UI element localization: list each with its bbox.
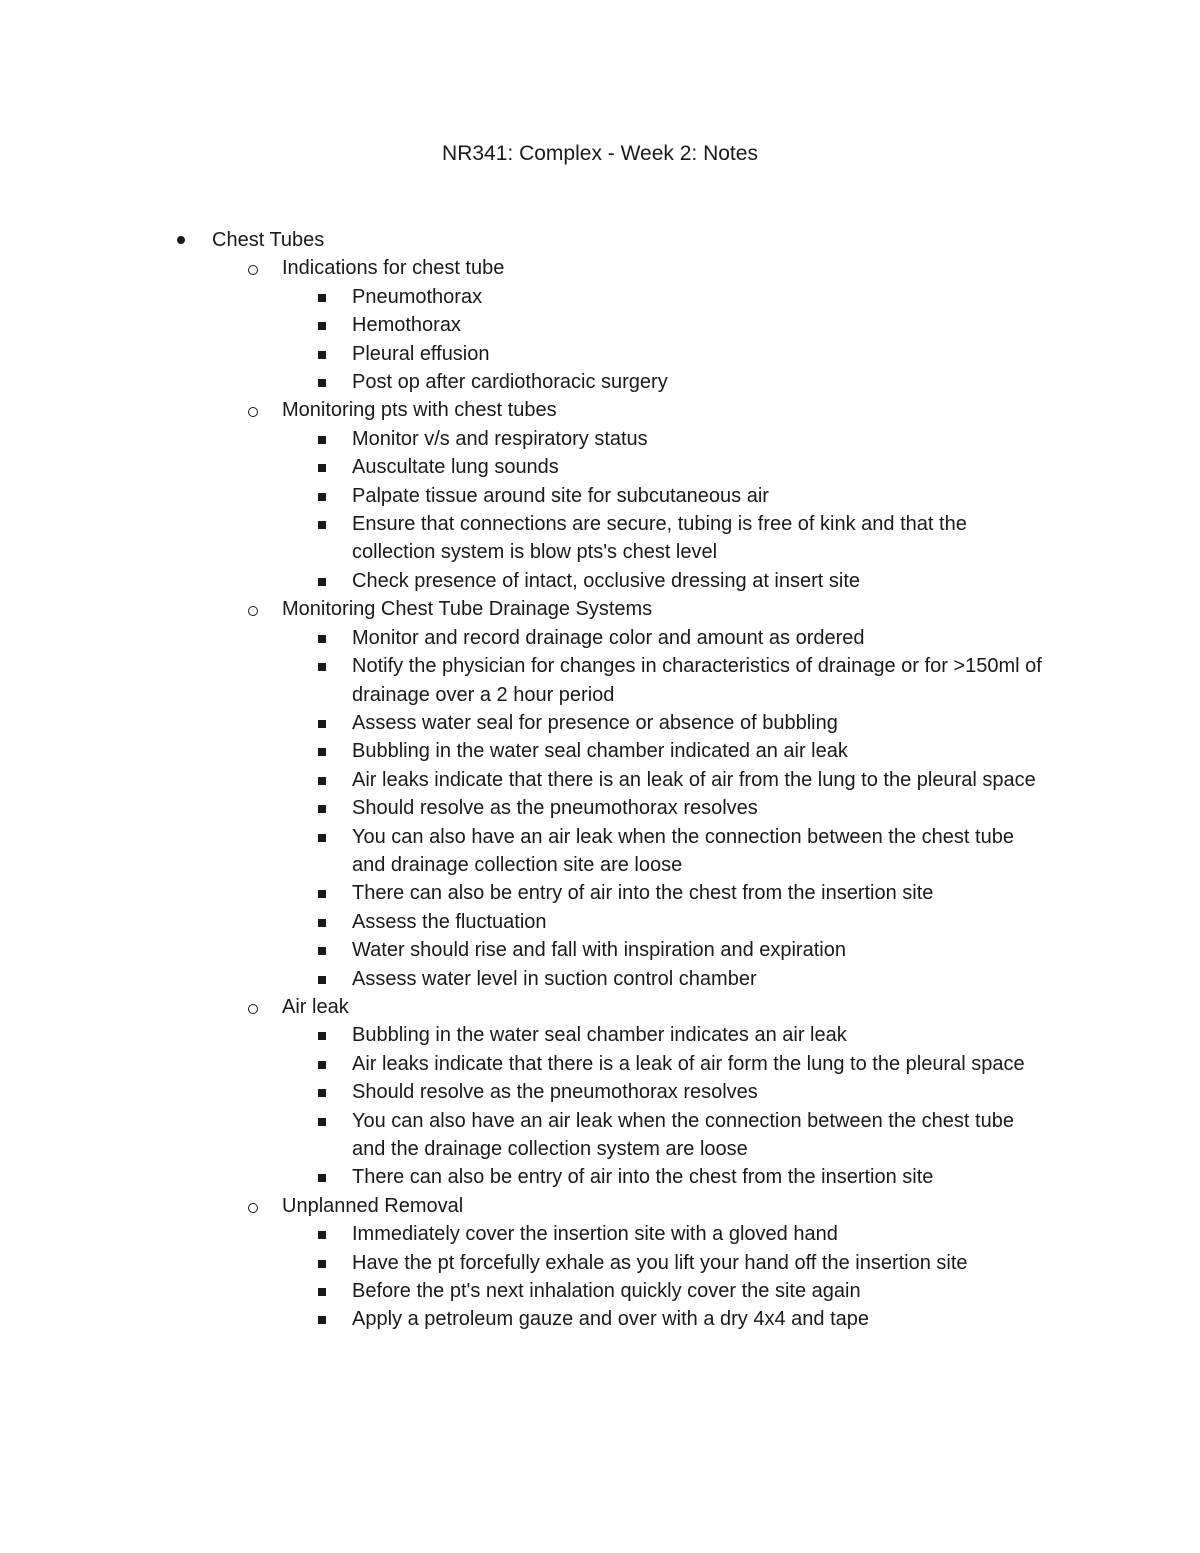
section-item-row [0, 595, 1200, 623]
square-bullet-icon [318, 1032, 326, 1040]
square-bullet-icon [318, 521, 326, 529]
point-item [0, 453, 1200, 481]
point-item-row [0, 311, 1042, 339]
section-item [0, 595, 1200, 623]
section-item [0, 396, 1200, 424]
point-item [0, 1277, 1200, 1305]
point-item [0, 283, 1200, 311]
point-item-row [0, 908, 1042, 936]
point-item-row [0, 1163, 1042, 1191]
point-item-row [0, 1021, 1042, 1049]
square-bullet-icon [318, 464, 326, 472]
point-item [0, 737, 1200, 765]
point-item [0, 652, 1200, 709]
circle-bullet-icon [248, 1203, 258, 1213]
point-item-text: Pleural effusion [352, 342, 490, 365]
point-item-row [0, 965, 1042, 993]
point-item-text: Ensure that connections are secure, tubing is free of kink and that the collection system is blow pts's chest level [352, 513, 967, 564]
point-item [0, 1305, 1200, 1333]
square-bullet-icon [318, 379, 326, 387]
circle-bullet-icon [248, 265, 258, 275]
square-bullet-icon [318, 834, 326, 842]
point-item [0, 624, 1200, 652]
section-item [0, 993, 1200, 1021]
point-item [0, 1021, 1200, 1049]
point-item [0, 1078, 1200, 1106]
point-item-text: Pneumothorax [352, 285, 483, 308]
point-item-row [0, 652, 1042, 709]
point-item-text: You can also have an air leak when the connection between the chest tube and the drainage collection system are loose [352, 1109, 1014, 1160]
circle-bullet-icon [248, 407, 258, 417]
square-bullet-icon [318, 1316, 326, 1324]
section-item [0, 1192, 1200, 1220]
point-item [0, 425, 1200, 453]
point-item [0, 340, 1200, 368]
topic-item-row [0, 226, 1200, 254]
point-item [0, 368, 1200, 396]
section-item-text: Monitoring Chest Tube Drainage Systems [282, 598, 653, 621]
square-bullet-icon [318, 720, 326, 728]
point-item-row [0, 368, 1042, 396]
point-item-text: Water should rise and fall with inspiration and expiration [352, 939, 846, 962]
point-item [0, 908, 1200, 936]
point-item-text: Palpate tissue around site for subcutaneous air [352, 484, 769, 507]
point-item-text: Apply a petroleum gauze and over with a dry 4x4 and tape [352, 1308, 869, 1331]
point-item-text: Notify the physician for changes in characteristics of drainage or for >150ml of drainage over a 2 hour period [352, 655, 1042, 706]
point-item [0, 766, 1200, 794]
point-item-text: Assess water seal for presence or absence of bubbling [352, 711, 838, 734]
point-item-row [0, 1305, 1042, 1333]
square-bullet-icon [318, 1260, 326, 1268]
point-item-row [0, 567, 1042, 595]
point-item [0, 709, 1200, 737]
square-bullet-icon [318, 578, 326, 586]
point-item [0, 482, 1200, 510]
square-bullet-icon [318, 947, 326, 955]
square-bullet-icon [318, 1118, 326, 1126]
square-bullet-icon [318, 663, 326, 671]
square-bullet-icon [318, 890, 326, 898]
point-item [0, 823, 1200, 880]
point-item [0, 794, 1200, 822]
point-item-text: There can also be entry of air into the chest from the insertion site [352, 882, 934, 905]
section-item-text: Air leak [282, 995, 349, 1018]
circle-bullet-icon [248, 1004, 258, 1014]
square-bullet-icon [318, 1231, 326, 1239]
square-bullet-icon [318, 493, 326, 501]
section-item-row [0, 254, 1200, 282]
topic-item [0, 226, 1200, 254]
point-item-text: Hemothorax [352, 314, 461, 337]
point-item-text: Bubbling in the water seal chamber indicates an air leak [352, 1024, 847, 1047]
square-bullet-icon [318, 777, 326, 785]
section-item-text: Indications for chest tube [282, 257, 505, 280]
section-item-text: Unplanned Removal [282, 1194, 464, 1217]
section-item-row [0, 396, 1200, 424]
point-item-text: Auscultate lung sounds [352, 456, 559, 479]
section-item-row [0, 993, 1200, 1021]
square-bullet-icon [318, 1288, 326, 1296]
point-item-row [0, 1220, 1042, 1248]
section-item-row [0, 1192, 1200, 1220]
point-item-row [0, 1107, 1042, 1164]
point-item-row [0, 1050, 1042, 1078]
point-item-text: Check presence of intact, occlusive dressing at insert site [352, 569, 861, 592]
point-item-row [0, 340, 1042, 368]
point-item [0, 1220, 1200, 1248]
square-bullet-icon [318, 351, 326, 359]
point-item-row [0, 425, 1042, 453]
point-item-row [0, 709, 1042, 737]
point-item [0, 510, 1200, 567]
point-item-row [0, 737, 1042, 765]
point-item-text: Should resolve as the pneumothorax resolves [352, 1081, 758, 1104]
point-item-text: Immediately cover the insertion site with a gloved hand [352, 1223, 838, 1246]
point-item-row [0, 879, 1042, 907]
point-item-row [0, 482, 1042, 510]
point-item [0, 1163, 1200, 1191]
point-item-text: There can also be entry of air into the chest from the insertion site [352, 1166, 934, 1189]
point-item-row [0, 453, 1042, 481]
point-item [0, 1107, 1200, 1164]
point-item-row [0, 823, 1042, 880]
square-bullet-icon [318, 919, 326, 927]
point-item-text: Before the pt's next inhalation quickly cover the site again [352, 1280, 861, 1303]
circle-bullet-icon [248, 606, 258, 616]
topic-item-text: Chest Tubes [212, 229, 325, 251]
point-item-row [0, 766, 1042, 794]
section-item-text: Monitoring pts with chest tubes [282, 399, 557, 422]
point-item [0, 567, 1200, 595]
point-item-text: Air leaks indicate that there is a leak of air form the lung to the pleural space [352, 1052, 1025, 1075]
point-item-text: Air leaks indicate that there is an leak of air from the lung to the pleural space [352, 768, 1036, 791]
square-bullet-icon [318, 294, 326, 302]
point-item-text: Monitor v/s and respiratory status [352, 427, 648, 450]
point-item-text: You can also have an air leak when the connection between the chest tube and drainage collection site are loose [352, 825, 1014, 876]
square-bullet-icon [318, 1174, 326, 1182]
point-item-text: Monitor and record drainage color and amount as ordered [352, 626, 865, 649]
square-bullet-icon [318, 322, 326, 330]
section-item [0, 254, 1200, 282]
point-item-text: Post op after cardiothoracic surgery [352, 371, 668, 394]
square-bullet-icon [318, 1061, 326, 1069]
point-item-text: Have the pt forcefully exhale as you lift your hand off the insertion site [352, 1251, 968, 1274]
point-item-row [0, 794, 1042, 822]
point-item [0, 879, 1200, 907]
point-item-row [0, 283, 1042, 311]
point-item-text: Assess the fluctuation [352, 910, 547, 933]
disc-bullet-icon [177, 236, 185, 244]
square-bullet-icon [318, 976, 326, 984]
square-bullet-icon [318, 748, 326, 756]
point-item [0, 1249, 1200, 1277]
page-title: NR341: Complex - Week 2: Notes [442, 142, 758, 165]
point-item-text: Bubbling in the water seal chamber indicated an air leak [352, 740, 848, 763]
point-item [0, 965, 1200, 993]
notes-outline [0, 226, 1200, 1334]
point-item-row [0, 624, 1042, 652]
square-bullet-icon [318, 436, 326, 444]
point-item-text: Should resolve as the pneumothorax resolves [352, 797, 758, 820]
point-item [0, 1050, 1200, 1078]
point-item-row [0, 1078, 1042, 1106]
square-bullet-icon [318, 1089, 326, 1097]
point-item [0, 936, 1200, 964]
point-item-row [0, 1277, 1042, 1305]
point-item-row [0, 510, 1042, 567]
point-item-row [0, 936, 1042, 964]
square-bullet-icon [318, 805, 326, 813]
point-item [0, 311, 1200, 339]
point-item-text: Assess water level in suction control chamber [352, 967, 757, 990]
square-bullet-icon [318, 635, 326, 643]
point-item-row [0, 1249, 1042, 1277]
